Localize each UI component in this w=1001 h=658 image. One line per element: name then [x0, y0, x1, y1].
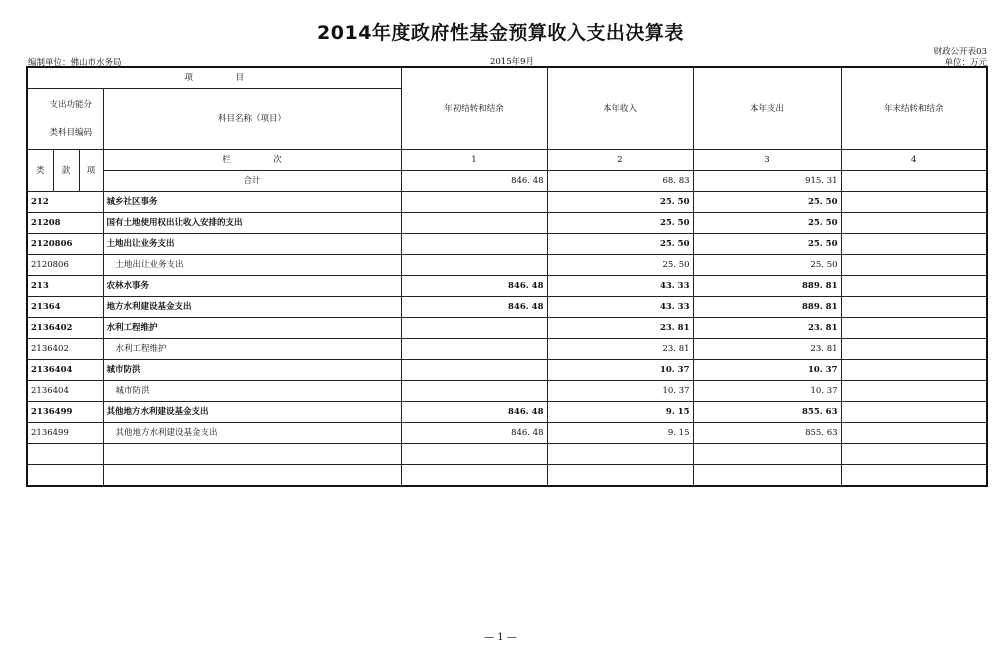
- row-code: 2120806: [27, 234, 103, 255]
- row-code: 21208: [27, 213, 103, 234]
- table-row: [27, 255, 987, 276]
- row-c3: 23. 81: [693, 339, 841, 360]
- table-row: [27, 423, 987, 444]
- row-c3: 25. 50: [693, 234, 841, 255]
- row-c1: [401, 360, 547, 381]
- row-c2: 43. 33: [547, 276, 693, 297]
- row-c1: 846. 48: [401, 402, 547, 423]
- table-row: [27, 381, 987, 402]
- row-c4: [841, 234, 987, 255]
- header-kuan: 款: [53, 150, 79, 192]
- table-row: [27, 318, 987, 339]
- row-code: 21364: [27, 297, 103, 318]
- row-c3: 23. 81: [693, 318, 841, 339]
- row-code: 2120806: [27, 255, 103, 276]
- budget-table: [26, 66, 988, 487]
- total-c1: 846. 48: [401, 171, 547, 192]
- row-name: 城市防洪: [103, 381, 401, 402]
- row-name: 土地出让业务支出: [103, 234, 401, 255]
- report-title: 2014年度政府性基金预算收入支出决算表: [317, 22, 684, 44]
- money-unit: 单位：万元: [944, 58, 987, 68]
- row-c4: [841, 402, 987, 423]
- row-name: 其他地方水利建设基金支出: [103, 423, 401, 444]
- row-c4: [841, 360, 987, 381]
- row-c4: [841, 423, 987, 444]
- total-label: 合计: [103, 171, 401, 192]
- row-c3: 25. 50: [693, 255, 841, 276]
- row-code: 212: [27, 192, 103, 213]
- row-c2: 10. 37: [547, 381, 693, 402]
- row-code: 2136402: [27, 318, 103, 339]
- row-code: 213: [27, 276, 103, 297]
- header-func-class: [27, 89, 103, 150]
- row-c4: [841, 381, 987, 402]
- table-row: [27, 276, 987, 297]
- row-c3: 25. 50: [693, 213, 841, 234]
- row-c2: 25. 50: [547, 234, 693, 255]
- row-name: 水利工程维护: [103, 318, 401, 339]
- row-c4: [841, 255, 987, 276]
- row-c1: [401, 192, 547, 213]
- header-subject-name: 科目名称（项目）: [103, 89, 401, 150]
- row-c4: [841, 192, 987, 213]
- row-code: 2136404: [27, 360, 103, 381]
- header-xiangmu: 项 目: [27, 67, 401, 89]
- row-name: 土地出让业务支出: [103, 255, 401, 276]
- row-c4: [841, 213, 987, 234]
- total-c3: 915. 31: [693, 171, 841, 192]
- data-rows: [27, 192, 987, 444]
- row-c2: 23. 81: [547, 339, 693, 360]
- header-col3: 本年支出: [693, 67, 841, 150]
- row-c4: [841, 297, 987, 318]
- table-row: [27, 297, 987, 318]
- header-col2: 本年收入: [547, 67, 693, 150]
- row-c1: 846. 48: [401, 297, 547, 318]
- form-number: 财政公开表03: [933, 47, 987, 57]
- row-name: 城市防洪: [103, 360, 401, 381]
- table-row: [27, 360, 987, 381]
- row-code: 2136404: [27, 381, 103, 402]
- row-code: 2136402: [27, 339, 103, 360]
- table-row: [27, 213, 987, 234]
- empty-row: [27, 465, 987, 487]
- row-c2: 9. 15: [547, 402, 693, 423]
- row-c1: [401, 339, 547, 360]
- header-lanci: 栏 次: [103, 150, 401, 171]
- row-code: 2136499: [27, 423, 103, 444]
- table-row: [27, 234, 987, 255]
- table-row: [27, 192, 987, 213]
- header-func-class-line1: 支出功能分: [49, 100, 92, 110]
- row-name: 国有土地使用权出让收入安排的支出: [103, 213, 401, 234]
- row-c2: 10. 37: [547, 360, 693, 381]
- row-c1: [401, 213, 547, 234]
- header-n1: 1: [401, 150, 547, 171]
- row-c1: [401, 234, 547, 255]
- row-c3: 10. 37: [693, 381, 841, 402]
- table-row: [27, 402, 987, 423]
- row-c2: 25. 50: [547, 255, 693, 276]
- row-name: 地方水利建设基金支出: [103, 297, 401, 318]
- row-c3: 889. 81: [693, 276, 841, 297]
- row-c4: [841, 276, 987, 297]
- row-c1: [401, 255, 547, 276]
- row-c1: [401, 318, 547, 339]
- row-c3: 855. 63: [693, 402, 841, 423]
- row-c3: 855. 63: [693, 423, 841, 444]
- row-c2: 9. 15: [547, 423, 693, 444]
- row-name: 城乡社区事务: [103, 192, 401, 213]
- header-n2: 2: [547, 150, 693, 171]
- total-c2: 68. 83: [547, 171, 693, 192]
- row-c1: 846. 48: [401, 423, 547, 444]
- row-c3: 889. 81: [693, 297, 841, 318]
- row-c1: [401, 381, 547, 402]
- row-c3: 10. 37: [693, 360, 841, 381]
- header-n4: 4: [841, 150, 987, 171]
- table-row: [27, 339, 987, 360]
- empty-row: [27, 444, 987, 465]
- row-code: 2136499: [27, 402, 103, 423]
- row-c2: 25. 50: [547, 213, 693, 234]
- row-c3: 25. 50: [693, 192, 841, 213]
- row-c2: 25. 50: [547, 192, 693, 213]
- header-func-class-line2: 类科目编码: [49, 128, 92, 138]
- row-c4: [841, 318, 987, 339]
- row-name: 水利工程维护: [103, 339, 401, 360]
- row-c4: [841, 339, 987, 360]
- header-col4: 年末结转和结余: [841, 67, 987, 150]
- row-c1: 846. 48: [401, 276, 547, 297]
- report-date: 2015年9月: [490, 57, 535, 67]
- header-n3: 3: [693, 150, 841, 171]
- row-c2: 23. 81: [547, 318, 693, 339]
- row-name: 农林水事务: [103, 276, 401, 297]
- total-c4: [841, 171, 987, 192]
- total-row: [27, 171, 987, 192]
- header-col1: 年初结转和结余: [401, 67, 547, 150]
- header-lei: 类: [27, 150, 53, 192]
- compiling-unit: 编制单位：佛山市水务局: [28, 58, 122, 68]
- row-c2: 43. 33: [547, 297, 693, 318]
- header-xiang: 项: [79, 150, 103, 192]
- page-number: — 1 —: [484, 632, 517, 643]
- row-name: 其他地方水利建设基金支出: [103, 402, 401, 423]
